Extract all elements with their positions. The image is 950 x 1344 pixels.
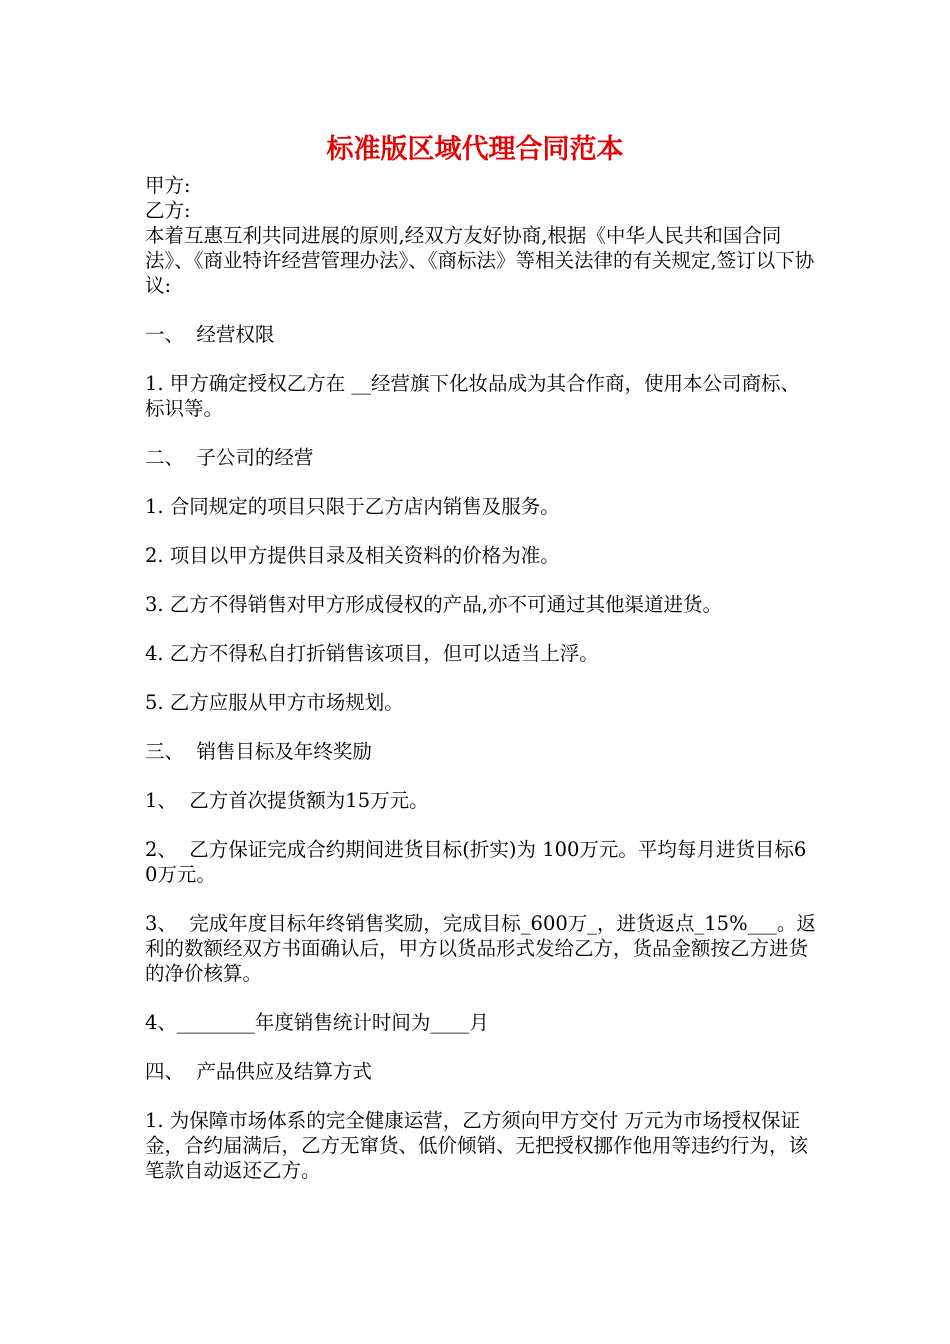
- clause-2-2: 2. 项目以甲方提供目录及相关资料的价格为准。: [145, 544, 560, 567]
- preamble-paragraph: 本着互惠互利共同进展的原则,经双方友好协商,根据《中华人民共和国合同法》、《商业特许经营管理办法》、《商标法》等相关法律的有关规定,签订以下协议:: [145, 224, 815, 297]
- section-heading-1: 一、 经营权限: [145, 323, 275, 346]
- document-title: 标准版区域代理合同范本: [326, 134, 624, 165]
- section-heading-3: 三、 销售目标及年终奖励: [145, 740, 372, 763]
- clause-4-1: 1. 为保障市场体系的完全健康运营，乙方须向甲方交付 万元为市场授权保证金，合约届满后，乙方无窜货、低价倾销、无把授权挪作他用等违约行为，该笔款自动返还乙方。: [145, 1109, 809, 1182]
- clause-2-5: 5. 乙方应服从甲方市场规划。: [145, 691, 404, 714]
- party-a-line: 甲方:: [145, 174, 191, 197]
- section-heading-4: 四、 产品供应及结算方式: [145, 1060, 372, 1083]
- clause-3-1: 1、 乙方首次提货额为15万元。: [145, 789, 429, 812]
- section-heading-2: 二、 子公司的经营: [145, 446, 314, 469]
- clause-2-1: 1. 合同规定的项目只限于乙方店内销售及服务。: [145, 495, 560, 518]
- party-b-line: 乙方:: [145, 199, 191, 222]
- document-body: [145, 173, 817, 1183]
- clause-3-2: 2、 乙方保证完成合约期间进货目标(折实)为 100万元。平均每月进货目标60万元。: [145, 838, 807, 886]
- clause-3-4: 4、________年度销售统计时间为____月: [145, 1011, 489, 1034]
- clause-3-3: 3、 完成年度目标年终销售奖励，完成目标_600万_，进货返点_15%___。返利的数额经双方书面确认后，甲方以货品形式发给乙方，货品金额按乙方进货的净价核算。: [145, 912, 816, 985]
- clause-2-4: 4. 乙方不得私自打折销售该项目，但可以适当上浮。: [145, 642, 599, 665]
- clause-1-1: 1. 甲方确定授权乙方在 __经营旗下化妆品成为其合作商，使用本公司商标、标识等。: [145, 372, 801, 420]
- clause-2-3: 3. 乙方不得销售对甲方形成侵权的产品,亦不可通过其他渠道进货。: [145, 593, 723, 616]
